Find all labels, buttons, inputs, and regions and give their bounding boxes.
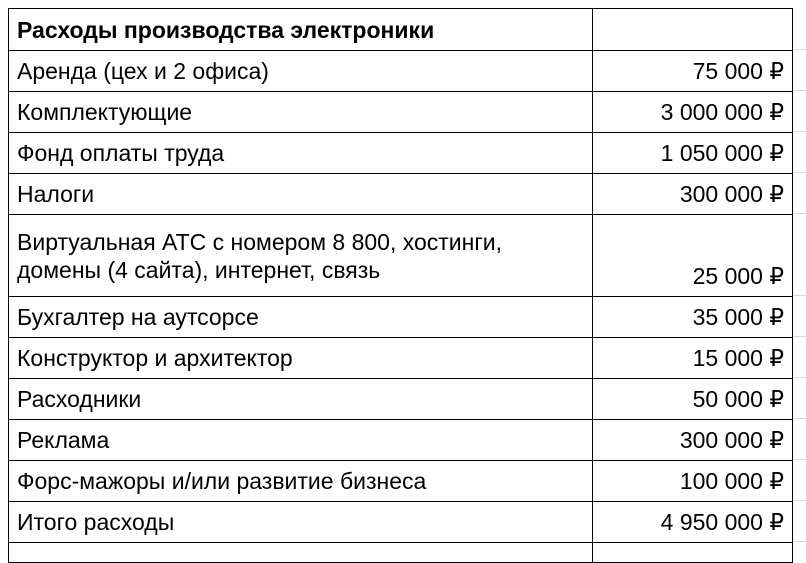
expense-value-cell[interactable]: 35 000 ₽ [593,297,793,338]
empty-cell[interactable] [9,543,593,563]
gridline [793,419,806,460]
empty-row [9,543,793,563]
empty-cell[interactable] [593,543,793,563]
expense-label-cell[interactable]: Конструктор и архитектор [9,338,593,379]
table-row [9,133,793,174]
gridline [793,132,806,173]
adjacent-empty-column [793,8,806,554]
expense-value-cell[interactable]: 300 000 ₽ [593,174,793,215]
expense-label-cell[interactable]: Аренда (цех и 2 офиса) [9,51,593,92]
gridline [793,214,806,296]
table-header-row [9,9,793,51]
expense-value-cell[interactable]: 100 000 ₽ [593,461,793,502]
gridline [793,460,806,501]
gridline [793,91,806,132]
expense-value-cell[interactable]: 300 000 ₽ [593,420,793,461]
empty-cell[interactable] [593,9,793,51]
expense-label-cell[interactable]: Комплектующие [9,92,593,133]
expense-label-cell[interactable]: Налоги [9,174,593,215]
expense-label-cell[interactable]: Фонд оплаты труда [9,133,593,174]
expense-label-cell[interactable]: Бухгалтер на аутсорсе [9,297,593,338]
table-row [9,174,793,215]
table-row [9,92,793,133]
expense-label-cell[interactable]: Виртуальная АТС с номером 8 800, хостинги, домены (4 сайта), интернет, связь [9,215,593,297]
total-row [9,502,793,543]
gridline [793,337,806,378]
gridline [793,173,806,214]
expense-value-cell[interactable]: 25 000 ₽ [593,215,793,297]
table-title-cell[interactable]: Расходы производства электроники [9,9,593,51]
expense-label-cell[interactable]: Расходники [9,379,593,420]
total-value-cell[interactable]: 4 950 000 ₽ [593,502,793,543]
total-label-cell[interactable]: Итого расходы [9,502,593,543]
gridline [793,8,806,50]
gridline [793,501,806,542]
table-row [9,461,793,502]
table-row [9,215,793,297]
table-row [9,297,793,338]
expense-value-cell[interactable]: 3 000 000 ₽ [593,92,793,133]
table-row [9,338,793,379]
gridline [793,296,806,337]
expense-value-cell[interactable]: 75 000 ₽ [593,51,793,92]
table-row [9,51,793,92]
expense-value-cell[interactable]: 1 050 000 ₽ [593,133,793,174]
table-row [9,379,793,420]
expense-value-cell[interactable]: 15 000 ₽ [593,338,793,379]
table-row [9,420,793,461]
gridline [793,378,806,419]
gridline [793,50,806,91]
expense-label-cell[interactable]: Реклама [9,420,593,461]
expenses-table [8,8,793,563]
expense-value-cell[interactable]: 50 000 ₽ [593,379,793,420]
expense-label-cell[interactable]: Форс-мажоры и/или развитие бизнеса [9,461,593,502]
